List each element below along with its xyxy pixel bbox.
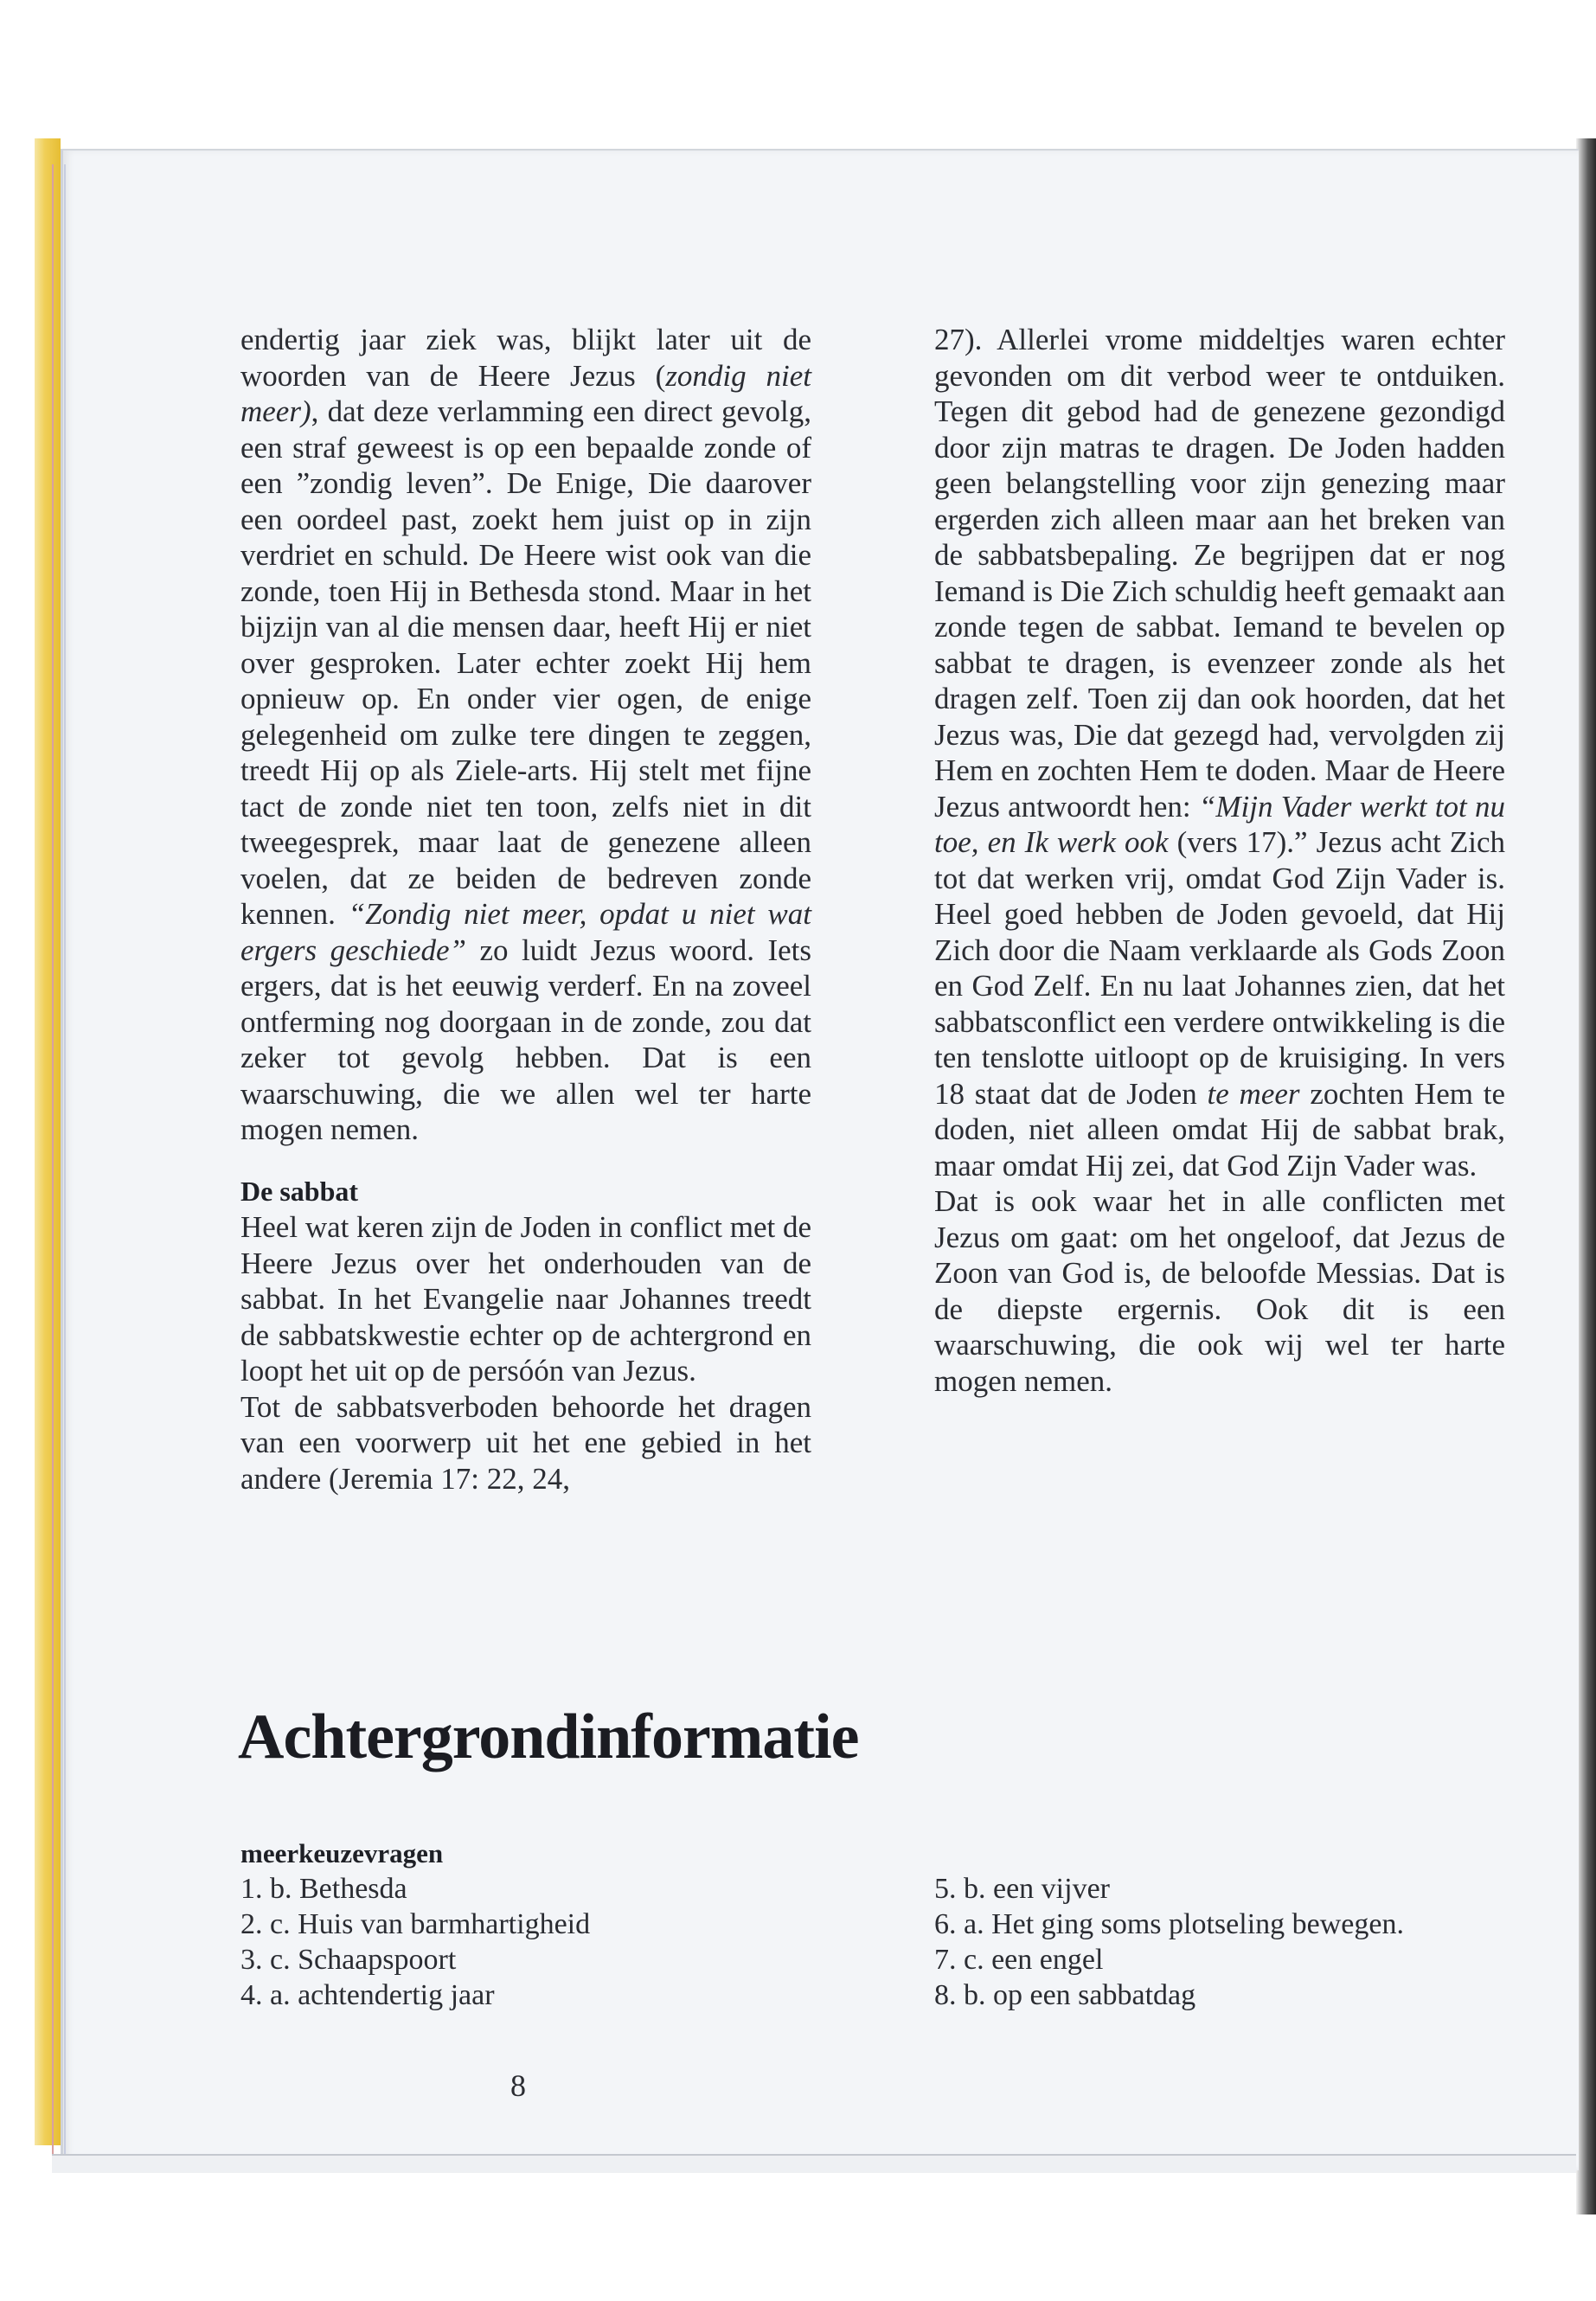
answer-list-left	[240, 1871, 590, 2013]
book-cover-edge-right	[1576, 138, 1596, 2214]
answer-item: 5. b. een vijver	[934, 1873, 1110, 1905]
text-segment: , dat deze verlamming een direct gevolg, een straf geweest is op een bepaalde zonde of een ”zondig leven”. De Enige, Die daarover een oordeel past, zoekt hem juist op in zijn verdriet en schuld. De Heere wist ook van die zonde, toen Hij in Bethesda stond. Maar in het bijzijn van al die mensen daar, heeft Hij er niet over gesproken. Later echter zoekt Hij hem opnieuw op. En onder vier ogen, de enige gelegenheid om zulke tere dingen te zeggen, treedt Hij op als Ziele-arts. Hij stelt met fijne tact de zonde niet ten toon, zelfs niet in dit tweegesprek, maar laat de genezene alleen voelen, dat ze beiden de bedreven zonde kennen.	[240, 394, 811, 931]
left-paragraph-1	[240, 322, 811, 1148]
text-segment: 27). Allerlei vrome middeltjes waren echter gevonden om dit verbod weer te ontduiken. Tegen dit gebod had de genezene gezondigd door zijn matras te dragen. De Joden hadden geen belangstelling voor zijn genezing maar ergerden zich alleen maar aan het breken van de sabbatsbepaling. Ze begrijpen dat er nog Iemand is Die Zich schuldig heeft gemaakt aan zonde tegen de sabbat. Iemand te bevelen op sabbat te dragen, is evenzeer zonde als het dragen zelf. Toen zij dan ook hoorden, dat het Jezus was, Die dat gezegd had, vervolgden zij Hem en zochten Hem te doden. Maar de Heere Jezus antwoordt hen:	[934, 323, 1505, 824]
text-segment: endertig jaar ziek was, blijkt later uit de woorden van de Heere Jezus (	[240, 323, 811, 393]
answer-item: 7. c. een engel	[934, 1944, 1104, 1976]
answer-item: 1. b. Bethesda	[240, 1873, 407, 1905]
right-text-column	[934, 322, 1505, 1399]
text-segment: zochten Hem te doden, niet alleen omdat Hij de sabbat brak, maar omdat Hij zei, dat God Zijn Vader was.	[934, 1076, 1506, 1183]
left-paragraph-3: Tot de sabbatsverboden behoorde het dragen van een voorwerp uit het ene gebied in het andere (Jeremia 17: 22, 24,	[240, 1389, 811, 1496]
answer-item: 2. c. Huis van barmhartigheid	[240, 1908, 591, 1940]
page-edge-lines	[52, 164, 66, 2154]
answers-left	[240, 1836, 590, 2013]
page-bottom-edge	[52, 2154, 1576, 2173]
italic-quote: “Zondig niet meer, opdat u niet wat ergers geschiede”	[240, 897, 811, 967]
answer-item: 8. b. op een sabbatdag	[934, 1979, 1196, 2011]
answers-heading: meerkeuzevragen	[240, 1838, 444, 1868]
text-segment: zo luidt Jezus woord. Iets ergers, dat is het eeuwig verderf. En na zoveel ontferming nog doorgaan in de zonde, zou dat zeker tot gevolg hebben. Dat is een waarschuwing, die we allen wel ter harte mogen nemen.	[240, 933, 811, 1146]
left-paragraph-2: Heel wat keren zijn de Joden in conflict met de Heere Jezus over het onderhouden van de sabbat. In het Evangelie naar Johannes treedt de sabbatskwestie echter op de achtergrond en loopt het uit op de persóón van Jezus.	[240, 1210, 811, 1388]
answers-right	[934, 1836, 1404, 2013]
answers-heading-spacer	[934, 1836, 1404, 1871]
answer-item: 4. a. achtendertig jaar	[240, 1979, 495, 2011]
italic-quote: zondig niet meer)	[240, 358, 811, 428]
italic-quote: “Mijn Vader werkt tot nu toe, en Ik werk ook	[934, 789, 1505, 859]
background-top	[0, 0, 1596, 156]
section-heading-sabbat: De sabbat	[240, 1175, 359, 1207]
answer-item: 6. a. Het ging soms plotseling bewegen.	[934, 1908, 1404, 1940]
page-number: 8	[510, 2068, 526, 2103]
answer-item: 3. c. Schaapspoort	[240, 1944, 457, 1976]
left-text-column	[240, 322, 811, 1497]
answer-list-right	[934, 1871, 1404, 2013]
text-segment: (vers 17).” Jezus acht Zich tot dat werken vrij, omdat God Zijn Vader is. Heel goed hebben de Joden gevoeld, dat Hij Zich door die Naam verklaarde als Gods Zoon en God Zelf. En nu laat Johannes zien, dat het sabbatsconflict een verdere ontwikkeling is die ten tenslotte uitloopt op de kruisiging. In vers 18 staat dat de Joden	[934, 825, 1505, 1111]
section-title: Achtergrondinformatie	[238, 1702, 859, 1772]
italic-emphasis: te meer	[1207, 1076, 1300, 1111]
right-paragraph-2: Dat is ook waar het in alle conflicten met Jezus om gaat: om het ongeloof, dat Jezus de Zoon van God is, de beloofde Messias. Dat is de diepste ergernis. Ook dit is een waarschuwing, die ook wij wel ter harte mogen nemen.	[934, 1184, 1505, 1398]
right-paragraph-1	[934, 322, 1505, 1183]
